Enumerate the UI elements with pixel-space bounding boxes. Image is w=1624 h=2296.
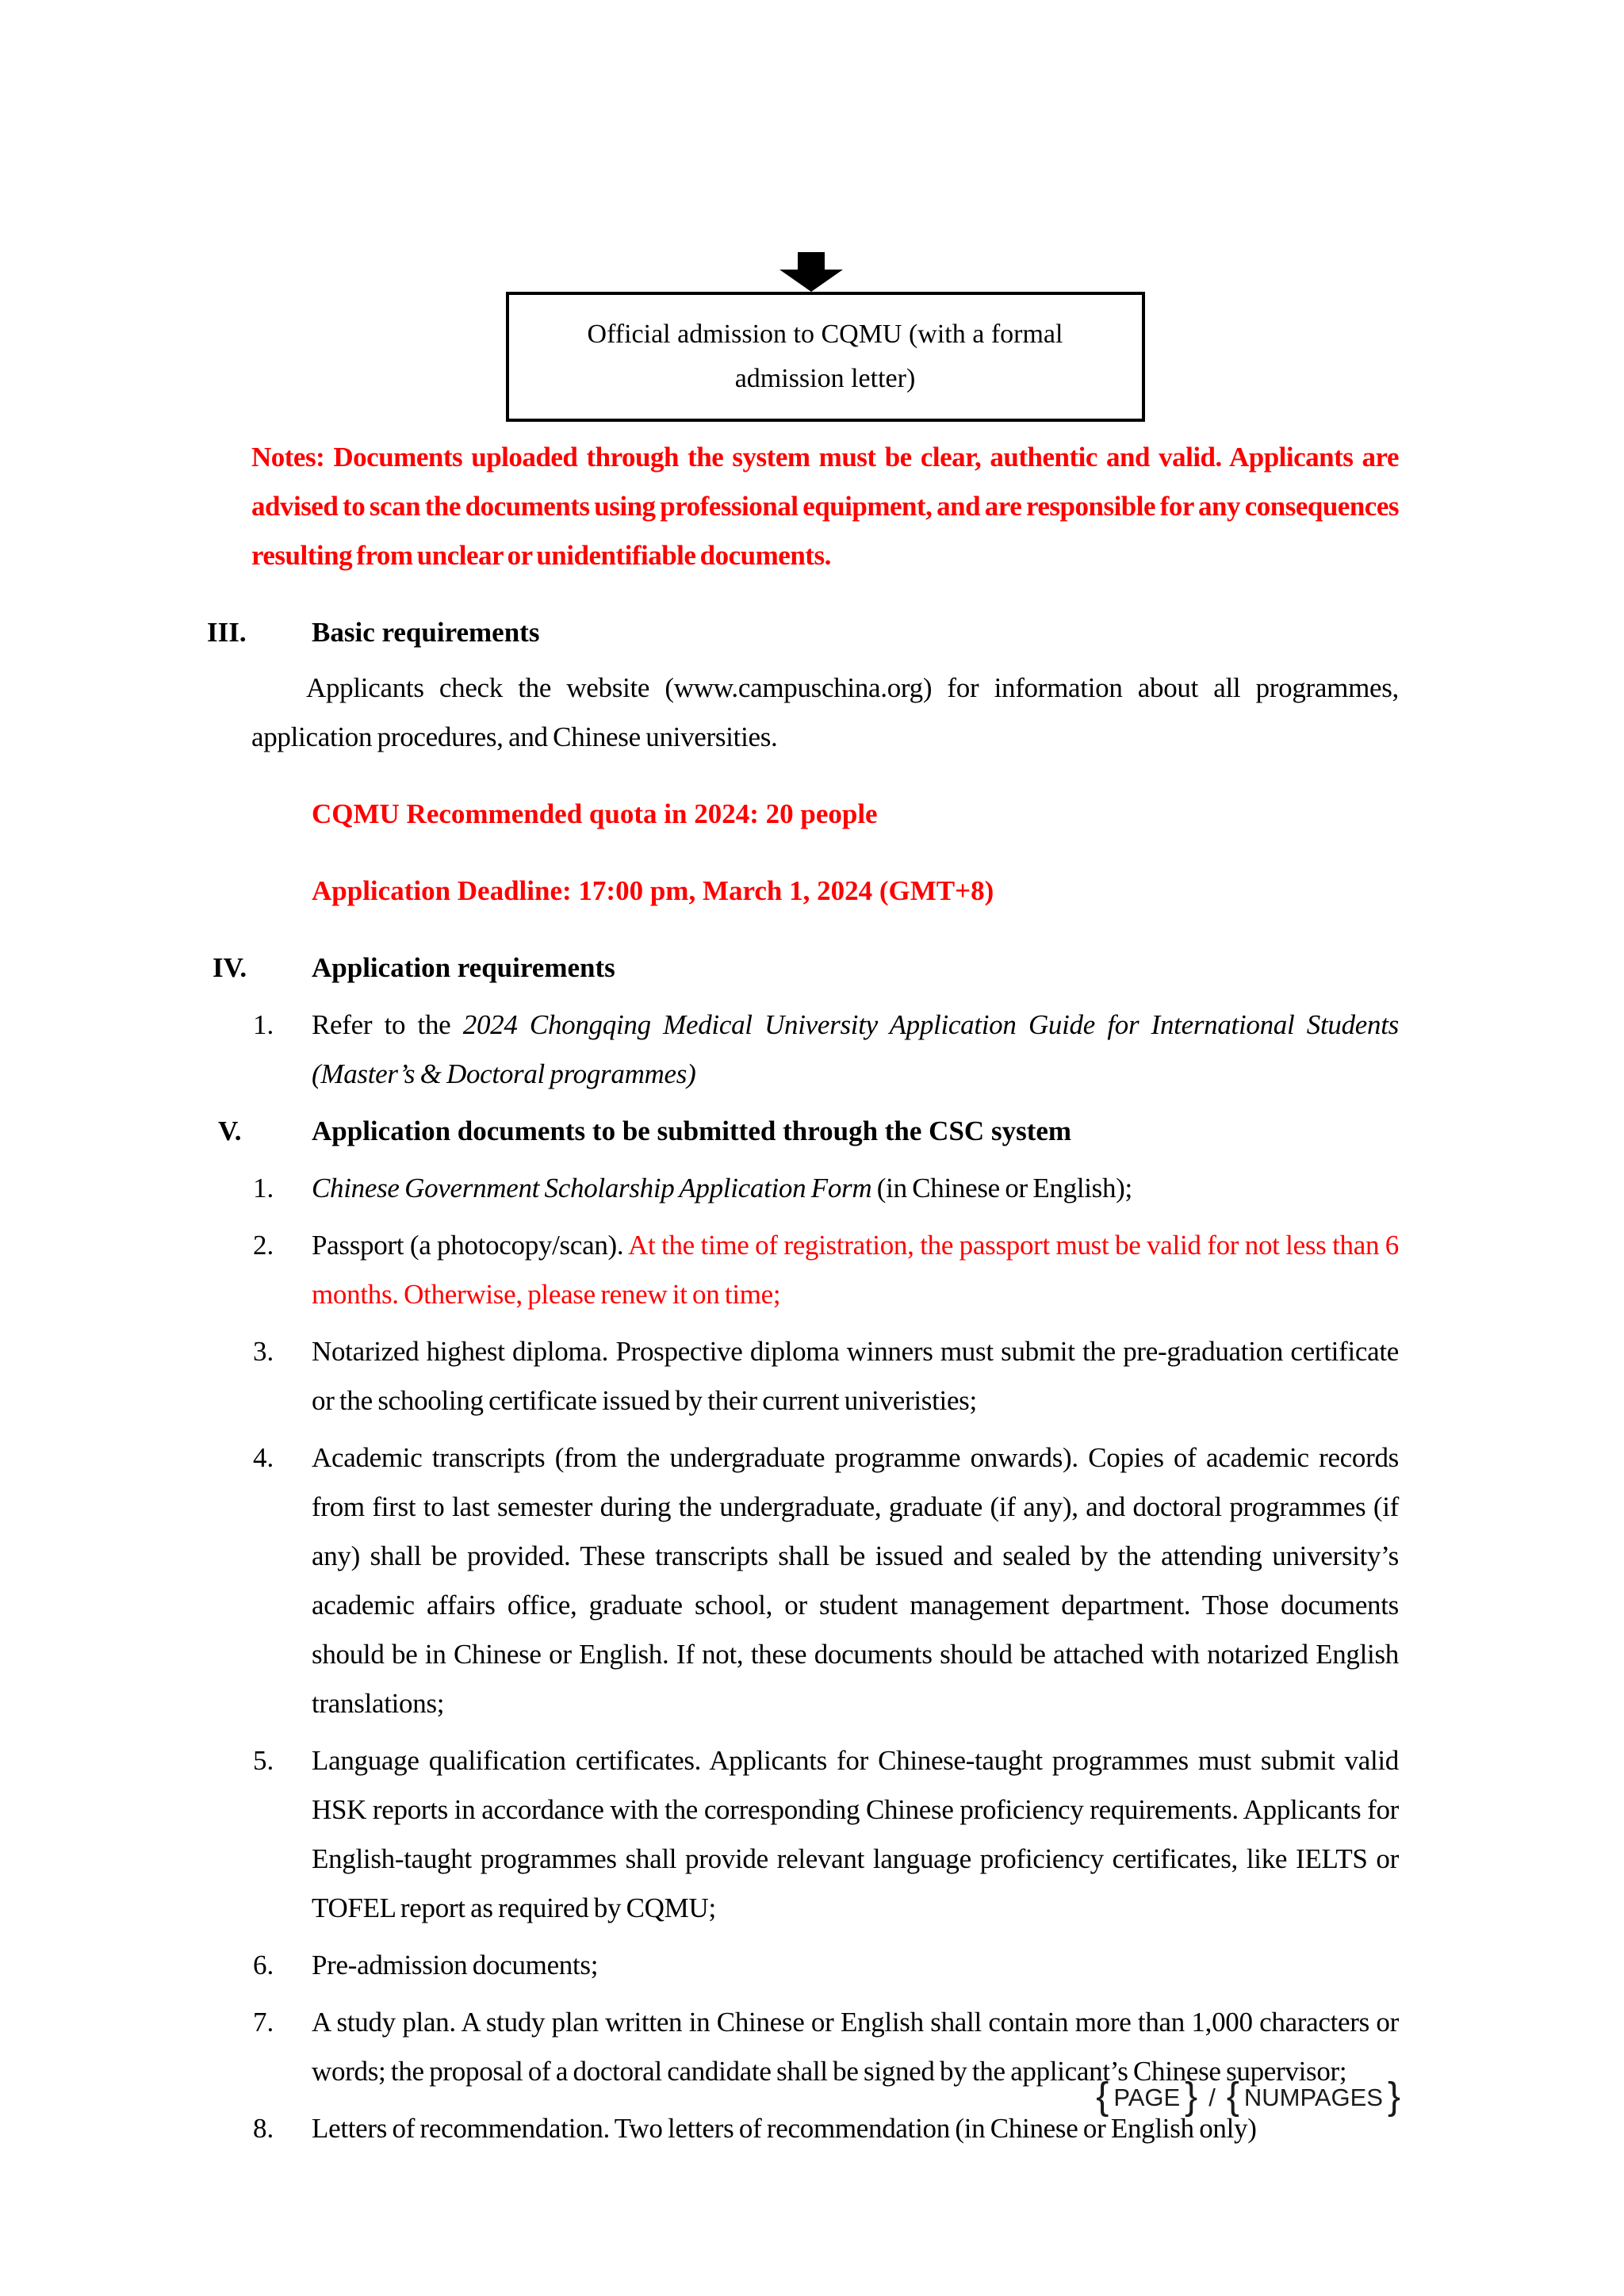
brace-open: { (1226, 2075, 1239, 2118)
admission-box (506, 292, 1145, 422)
item-number: 5. (253, 1745, 274, 1776)
item-number: 4. (253, 1442, 274, 1473)
list-item-transcripts (251, 1433, 1399, 1728)
transcripts-text: Academic transcripts (from the undergraduate programme onwards). Copies of academic records from first to last semester during the undergraduate, graduate (if any), and doctoral programmes (if any) shall be provided. These transcripts shall be issued and sealed by the attending university’s academic affairs office, graduate school, or student management department. Those documents should be in Chinese or English. If not, these documents should be attached with notarized English translations; (312, 1442, 1399, 1719)
footer-separator: / (1208, 2084, 1216, 2111)
item-number: 1. (253, 1009, 274, 1040)
item-number: 8. (253, 2113, 274, 2144)
list-item-passport (251, 1221, 1399, 1319)
guide-title: 2024 Chongqing Medical University Application Guide for International Students (Master’s & Doctoral programmes) (312, 1009, 1399, 1089)
heading-application-requirements (213, 943, 1399, 993)
recommendation-text: Letters of recommendation. Two letters of recommendation (in Chinese or English only) (312, 2113, 1257, 2144)
item-text-prefix: Refer to the (312, 1009, 463, 1040)
brace-open: { (1096, 2075, 1109, 2118)
application-requirements-list (251, 1001, 1399, 1099)
list-item-refer-guide (251, 1001, 1399, 1099)
page-field: PAGE (1113, 2084, 1181, 2111)
item-number: 6. (253, 1950, 274, 1980)
brace-close: } (1387, 2075, 1400, 2118)
quota-line: CQMU Recommended quota in 2024: 20 people (312, 798, 878, 829)
list-item-diploma (251, 1327, 1399, 1425)
heading-basic-requirements (207, 608, 1399, 657)
flowchart-fragment (506, 252, 1145, 422)
heading-title: Basic requirements (312, 617, 540, 648)
admission-box-text: Official admission to CQMU (with a formal admission letter) (587, 320, 1063, 393)
notes-paragraph: Notes: Documents uploaded through the system must be clear, authentic and valid. Applicants are advised to scan the documents using professional equipment, and are responsible for any consequences resulting from unclear or unidentifiable documents. (251, 442, 1399, 571)
language-text: Language qualification certificates. Applicants for Chinese-taught programmes must submit valid HSK reports in accordance with the corresponding Chinese proficiency requirements. Applicants for English-taught programmes shall provide relevant language proficiency certificates, like IELTS or TOFEL report as required by CQMU; (312, 1745, 1399, 1923)
passport-text: Passport (a photocopy/scan). (312, 1230, 629, 1261)
item-number: 1. (253, 1173, 274, 1203)
basic-requirements-intro: Applicants check the website (www.campuschina.org) for information about all programmes, application procedures, and Chinese universities. (251, 672, 1399, 752)
down-arrow-icon (779, 252, 843, 292)
item-number: 7. (253, 2007, 274, 2038)
preadmission-text: Pre-admission documents; (312, 1950, 599, 1980)
list-item-preadmission (251, 1941, 1399, 1990)
page-footer (1096, 2075, 1400, 2118)
diploma-text: Notarized highest diploma. Prospective diploma winners must submit the pre-graduation certificate or the schooling certificate issued by their current univeristies; (312, 1336, 1399, 1416)
list-item-scholarship-form (251, 1164, 1399, 1213)
heading-numeral: III. (207, 617, 247, 648)
item-number: 3. (253, 1336, 274, 1367)
documents-list (251, 1164, 1399, 2153)
heading-title: Application documents to be submitted through the CSC system (312, 1115, 1072, 1146)
item-number: 2. (253, 1230, 274, 1261)
heading-numeral: IV. (213, 952, 247, 983)
form-rest: (in Chinese or English); (871, 1173, 1132, 1203)
list-item-language-certificates (251, 1736, 1399, 1933)
heading-numeral: V. (218, 1115, 242, 1146)
heading-title: Application requirements (312, 952, 615, 983)
passport-warning: At the time of registration, the passport must be valid for not less than 6 months. Otherwise, please renew it on time; (312, 1230, 1399, 1310)
numpages-field: NUMPAGES (1243, 2084, 1383, 2111)
deadline-line: Application Deadline: 17:00 pm, March 1, 2024 (GMT+8) (312, 875, 994, 906)
brace-close: } (1185, 2075, 1198, 2118)
heading-application-documents (218, 1107, 1399, 1156)
studyplan-text: A study plan. A study plan written in Chinese or English shall contain more than 1,000 characters or words; the proposal of a doctoral candidate shall be signed by the applicant’s Chinese supervisor; (312, 2007, 1399, 2087)
form-title: Chinese Government Scholarship Application Form (312, 1173, 872, 1203)
